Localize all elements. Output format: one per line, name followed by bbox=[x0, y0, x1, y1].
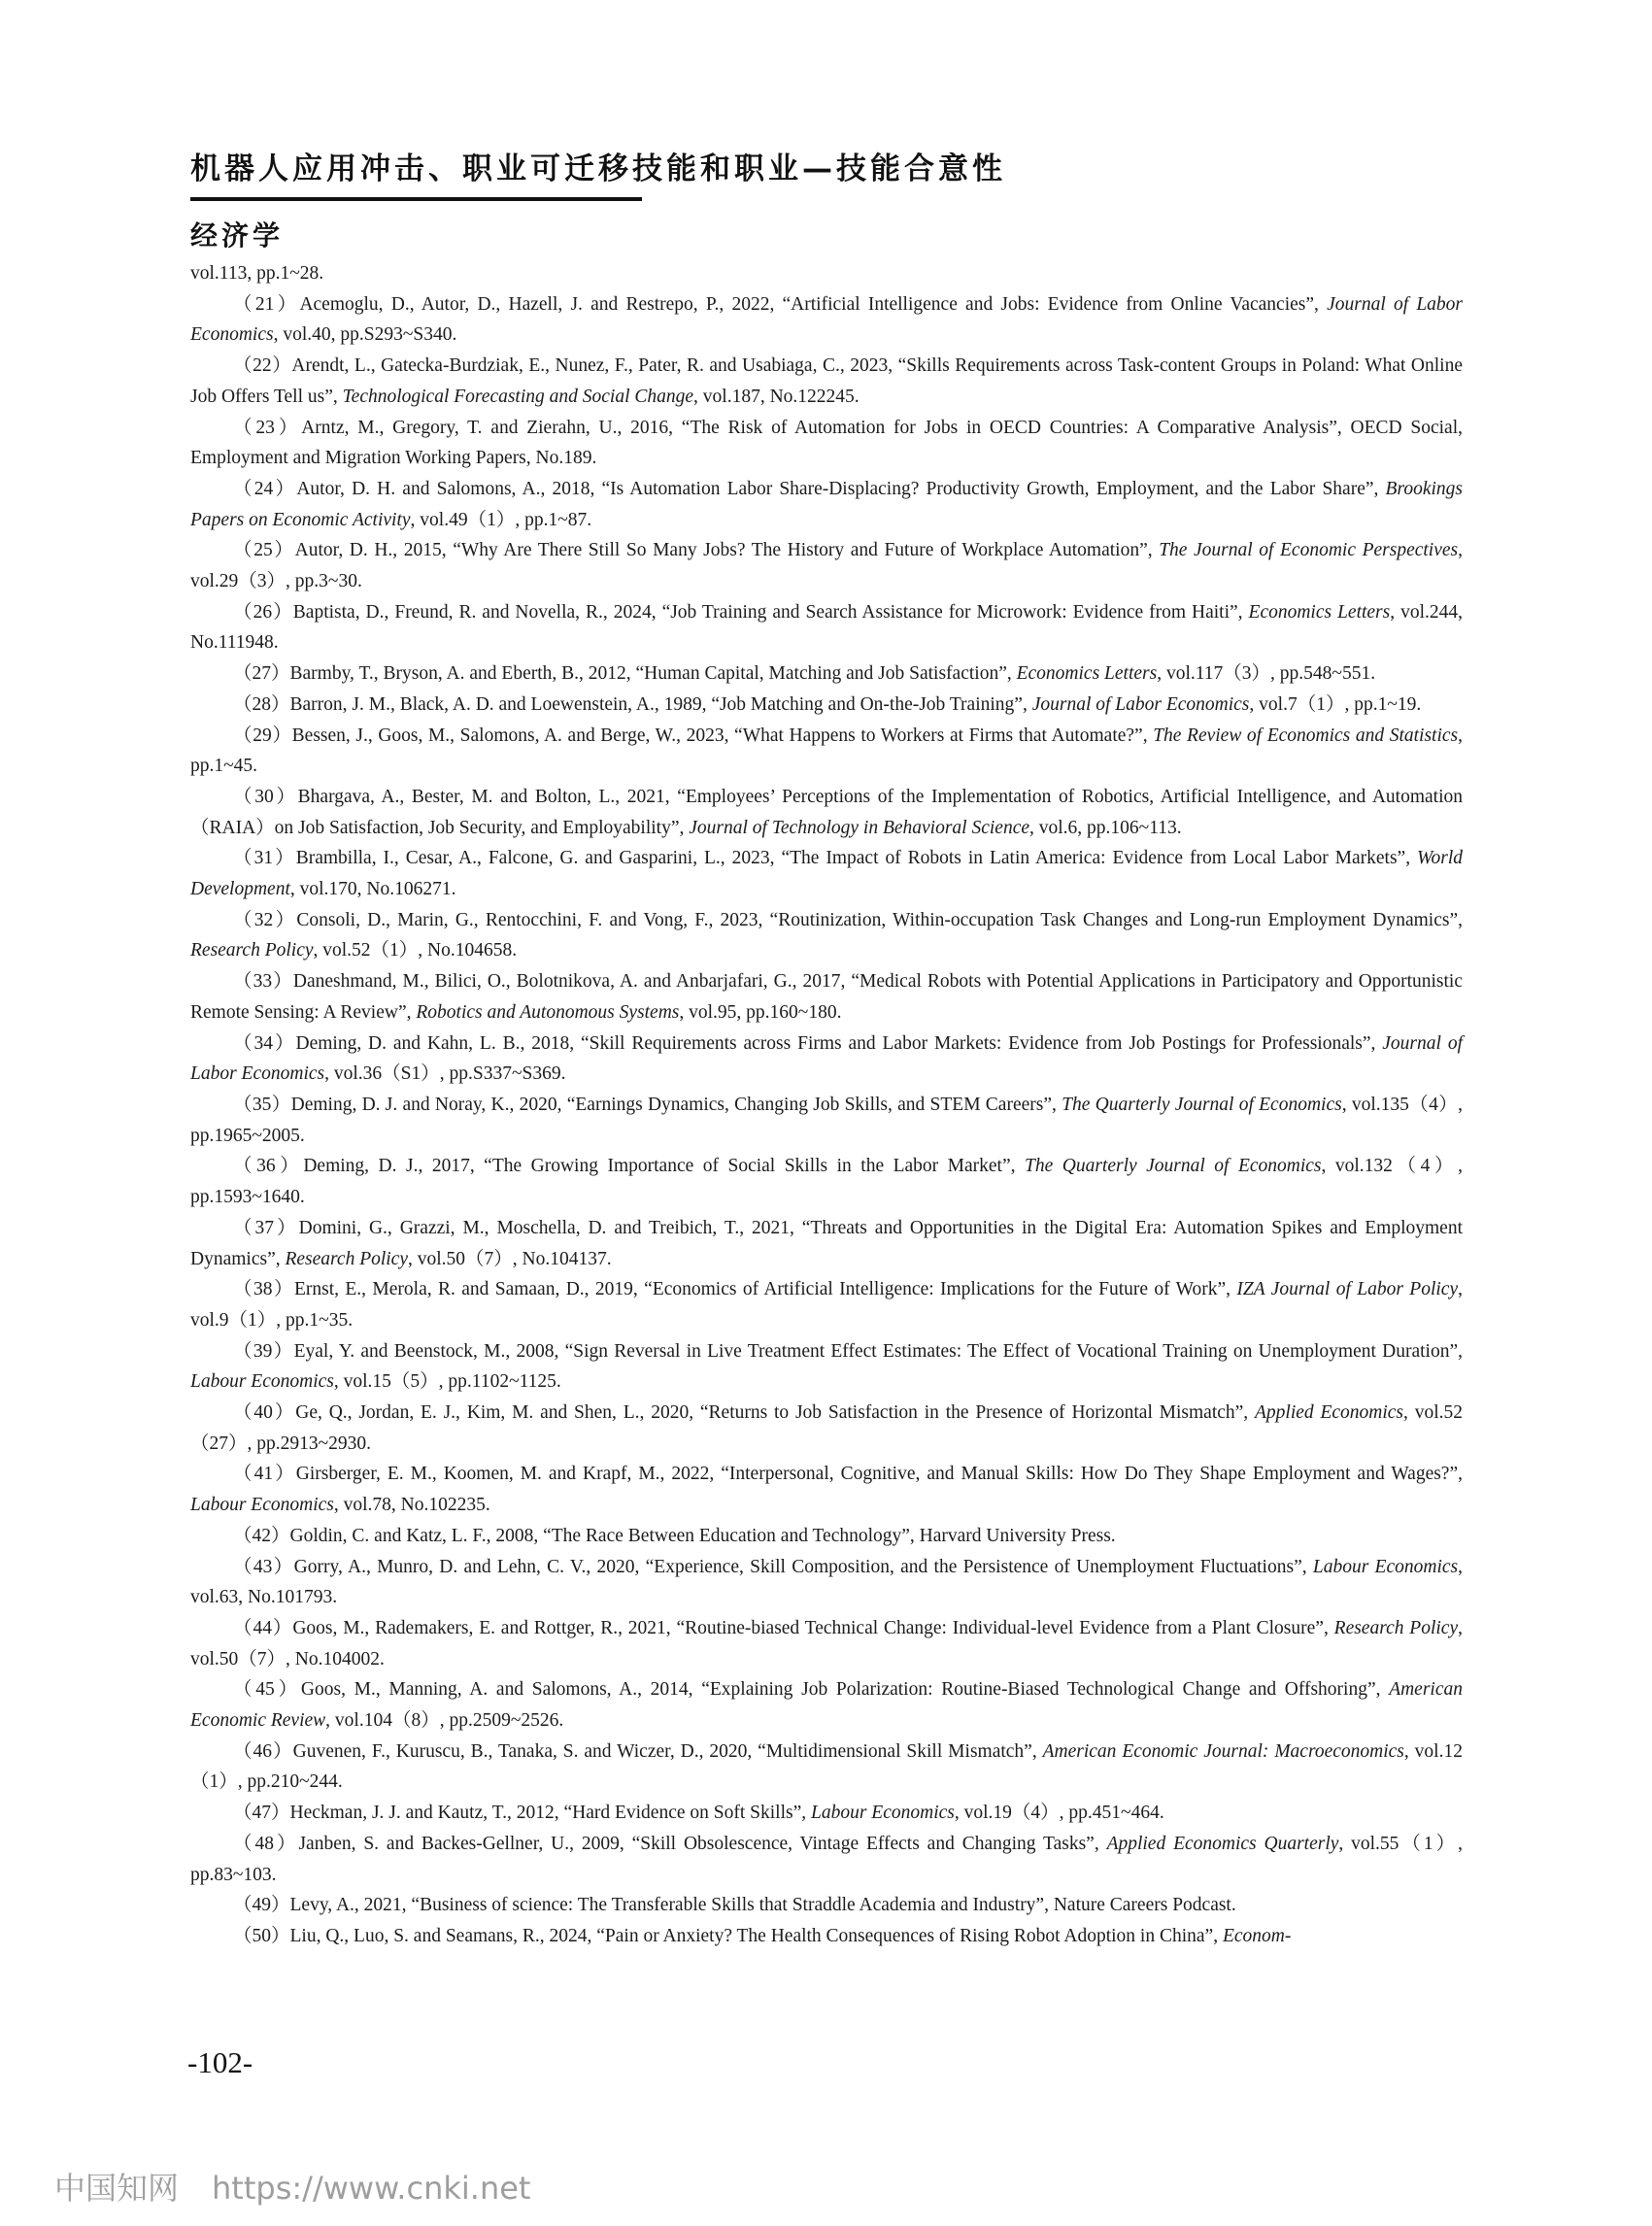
reference-text: （49）Levy, A., 2021, “Business of science: The Transferable Skills that Straddle Academia and Industry”, Nature Careers Podcast. bbox=[233, 1895, 1236, 1916]
watermark-brand: 中国知网 bbox=[54, 2170, 180, 2207]
reference-text: （38）Ernst, E., Merola, R. and Samaan, D., 2019, “Economics of Artificial Intelligence: Implications for the Future of Work”, bbox=[233, 1279, 1237, 1300]
reference-item bbox=[190, 966, 1463, 1028]
reference-item bbox=[190, 1890, 1463, 1921]
reference-details: , vol.29（3）, pp.3~30. bbox=[190, 540, 1463, 592]
reference-details: , vol.6, pp.106~113. bbox=[1029, 817, 1182, 838]
reference-journal: Labour Economics bbox=[190, 1495, 334, 1516]
reference-text: （33）Daneshmand, M., Bilici, O., Bolotnikova, A. and Anbarjafari, G., 2017, “Medical Robots with Potential Applications in Participatory and Opportunistic Remote Sensing: A Review”, bbox=[190, 971, 1463, 1023]
reference-item bbox=[190, 597, 1463, 658]
reference-journal: World Development bbox=[190, 848, 1463, 900]
reference-text: （41）Girsberger, E. M., Koomen, M. and Krapf, M., 2022, “Interpersonal, Cognitive, and Manual Skills: How Do They Shape Employment and Wages?”, bbox=[233, 1464, 1463, 1485]
reference-journal: The Quarterly Journal of Economics bbox=[1062, 1094, 1342, 1115]
reference-item bbox=[190, 1921, 1463, 1952]
reference-text: （44）Goos, M., Rademakers, E. and Rottger, R., 2021, “Routine-biased Technical Change: Individual-level Evidence from a Plant Closure”, bbox=[233, 1617, 1334, 1638]
reference-details: , vol.52（1）, No.104658. bbox=[313, 940, 518, 961]
reference-journal: IZA Journal of Labor Policy bbox=[1236, 1279, 1459, 1300]
reference-details: , vol.63, No.101793. bbox=[190, 1556, 1463, 1608]
reference-text: （34）Deming, D. and Kahn, L. B., 2018, “Skill Requirements across Firms and Labor Markets: Evidence from Job Postings for Professionals”, bbox=[233, 1032, 1383, 1054]
reference-details: , vol.170, No.106271. bbox=[289, 879, 456, 900]
reference-text: （24）Autor, D. H. and Salomons, A., 2018, “Is Automation Labor Share-Displacing? Productivity Growth, Employment, and the Labor Share”, bbox=[233, 478, 1386, 499]
reference-journal: Labour Economics bbox=[1312, 1556, 1459, 1577]
reference-text: （46）Guvenen, F., Kuruscu, B., Tanaka, S. and Wiczer, D., 2020, “Multidimensional Skill Mismatch”, bbox=[233, 1740, 1043, 1762]
reference-text: vol.113, pp.1~28. bbox=[190, 263, 324, 284]
page-number: -102- bbox=[187, 2045, 253, 2079]
reference-details: , vol.135（4）, pp.1965~2005. bbox=[190, 1094, 1464, 1146]
reference-text: （39）Eyal, Y. and Beenstock, M., 2008, “Sign Reversal in Live Treatment Effect Estimates: The Effect of Vocational Training on Unemployment Duration”, bbox=[233, 1340, 1463, 1362]
reference-item bbox=[190, 289, 1463, 351]
reference-details: , vol.104（8）, pp.2509~2526. bbox=[325, 1710, 564, 1732]
reference-text: （45）Goos, M., Manning, A. and Salomons, A., 2014, “Explaining Job Polarization: Routine-Biased Technological Change and Offshoring”, bbox=[233, 1679, 1390, 1701]
reference-item bbox=[190, 1674, 1463, 1736]
reference-item bbox=[190, 1336, 1463, 1398]
reference-journal: Technological Forecasting and Social Change bbox=[342, 386, 694, 407]
reference-item bbox=[190, 1029, 1463, 1090]
reference-item bbox=[190, 1552, 1463, 1613]
reference-item bbox=[190, 1213, 1463, 1274]
reference-text: （29）Bessen, J., Goos, M., Salomons, A. and Berge, W., 2023, “What Happens to Workers at Firms that Automate?”, bbox=[233, 725, 1154, 746]
reference-item bbox=[190, 690, 1463, 721]
reference-text: （28）Barron, J. M., Black, A. D. and Loewenstein, A., 1989, “Job Matching and On-the-Job Training”, bbox=[233, 693, 1032, 715]
reference-text: （25）Autor, D. H., 2015, “Why Are There Still So Many Jobs? The History and Future of Workplace Automation”, bbox=[233, 540, 1160, 561]
reference-item bbox=[190, 535, 1463, 596]
reference-text: （40）Ge, Q., Jordan, E. J., Kim, M. and Shen, L., 2020, “Returns to Job Satisfaction in the Presence of Horizontal Mismatch”, bbox=[233, 1402, 1255, 1424]
reference-item bbox=[190, 1798, 1463, 1829]
reference-item bbox=[190, 1090, 1463, 1151]
reference-journal: Brookings Papers on Economic Activity bbox=[190, 478, 1463, 530]
reference-item bbox=[190, 1459, 1463, 1520]
reference-text: （43）Gorry, A., Munro, D. and Lehn, C. V., 2020, “Experience, Skill Composition, and the Persistence of Unemployment Fluctuations”, bbox=[233, 1556, 1313, 1577]
reference-journal: The Journal of Economic Perspectives bbox=[1159, 540, 1459, 561]
reference-journal: Econom- bbox=[1222, 1925, 1292, 1946]
reference-details: , vol.187, No.122245. bbox=[693, 386, 860, 407]
reference-journal: Research Policy bbox=[190, 940, 314, 961]
reference-item bbox=[190, 721, 1463, 782]
reference-item bbox=[190, 1521, 1463, 1552]
reference-item bbox=[190, 1829, 1463, 1890]
reference-journal: Economics Letters bbox=[1248, 601, 1391, 623]
reference-text: （32）Consoli, D., Marin, G., Rentocchini, F. and Vong, F., 2023, “Routinization, Within-occupation Task Changes and Long-run Employment Dynamics”, bbox=[233, 909, 1463, 930]
reference-details: , vol.15（5）, pp.1102~1125. bbox=[333, 1371, 561, 1393]
reference-list bbox=[190, 258, 1463, 1952]
watermark-url: https://www.cnki.net bbox=[212, 2170, 531, 2207]
header-rule bbox=[190, 197, 642, 201]
reference-item bbox=[190, 1737, 1463, 1798]
reference-details: , vol.9（1）, pp.1~35. bbox=[190, 1279, 1463, 1331]
reference-text: （37）Domini, G., Grazzi, M., Moschella, D. and Treibich, T., 2021, “Threats and Opportunities in the Digital Era: Automation Spikes and Employment Dynamics”, bbox=[190, 1217, 1463, 1269]
reference-text: （48）Janben, S. and Backes-Gellner, U., 2009, “Skill Obsolescence, Vintage Effects and Changing Tasks”, bbox=[233, 1833, 1107, 1854]
cnki-watermark bbox=[54, 2164, 530, 2209]
section-label: 经济学 bbox=[190, 219, 285, 252]
reference-item bbox=[190, 1613, 1463, 1674]
reference-details: , vol.36（S1）, pp.S337~S369. bbox=[324, 1063, 566, 1085]
reference-item bbox=[190, 843, 1463, 904]
reference-item bbox=[190, 1151, 1463, 1212]
reference-details: , vol.19（4）, pp.451~464. bbox=[954, 1803, 1164, 1824]
reference-text: （50）Liu, Q., Luo, S. and Seamans, R., 2024, “Pain or Anxiety? The Health Consequences of Rising Robot Adoption in China”, bbox=[233, 1925, 1223, 1946]
reference-text: （21）Acemoglu, D., Autor, D., Hazell, J. and Restrepo, P., 2022, “Artificial Intelligence and Jobs: Evidence from Online Vacancies”, bbox=[233, 293, 1328, 315]
reference-journal: Labour Economics bbox=[811, 1803, 955, 1824]
reference-details: , vol.7（1）, pp.1~19. bbox=[1249, 693, 1422, 715]
reference-details: , vol.244, No.111948. bbox=[190, 601, 1463, 654]
reference-details: , vol.132（4）, pp.1593~1640. bbox=[190, 1156, 1464, 1208]
reference-journal: Robotics and Autonomous Systems bbox=[416, 1001, 680, 1023]
reference-text: （23）Arntz, M., Gregory, T. and Zierahn, U., 2016, “The Risk of Automation for Jobs in OECD Countries: A Comparative Analysis”, OECD Social, Employment and Migration Working Papers, No.189. bbox=[190, 417, 1463, 469]
reference-journal: American Economic Journal: Macroeconomics bbox=[1042, 1740, 1404, 1762]
reference-details: , pp.1~45. bbox=[190, 725, 1464, 777]
reference-journal: Journal of Labor Economics bbox=[1031, 693, 1250, 715]
reference-item bbox=[190, 413, 1463, 474]
reference-journal: Applied Economics bbox=[1255, 1402, 1404, 1424]
reference-text: （27）Barmby, T., Bryson, A. and Eberth, B., 2012, “Human Capital, Matching and Job Satisfaction”, bbox=[233, 663, 1017, 685]
reference-details: , vol.40, pp.S293~S340. bbox=[273, 324, 457, 346]
article-title: 机器人应用冲击、职业可迁移技能和职业—技能合意性 bbox=[190, 152, 1006, 186]
reference-journal: Journal of Labor Economics bbox=[190, 293, 1464, 346]
reference-journal: Economics Letters bbox=[1016, 663, 1158, 685]
reference-text: （35）Deming, D. J. and Noray, K., 2020, “Earnings Dynamics, Changing Job Skills, and STEM Careers”, bbox=[233, 1094, 1062, 1115]
reference-journal: Research Policy bbox=[1333, 1617, 1459, 1638]
reference-text: （36）Deming, D. J., 2017, “The Growing Importance of Social Skills in the Labor Market”, bbox=[233, 1156, 1025, 1177]
reference-item bbox=[190, 782, 1463, 843]
reference-details: , vol.78, No.102235. bbox=[333, 1495, 490, 1516]
reference-journal: The Review of Economics and Statistics bbox=[1153, 725, 1459, 746]
reference-item bbox=[190, 1398, 1463, 1459]
reference-text: （30）Bhargava, A., Bester, M. and Bolton, L., 2021, “Employees’ Perceptions of the Implementation of Robotics, Artificial Intelligence, and Automation（RAIA）on Job Satisfaction, Job Security, and Employability”, bbox=[190, 786, 1463, 838]
reference-item bbox=[190, 474, 1463, 535]
reference-journal: The Quarterly Journal of Economics bbox=[1025, 1156, 1322, 1177]
reference-journal: Applied Economics Quarterly bbox=[1106, 1833, 1339, 1854]
reference-journal: Labour Economics bbox=[190, 1371, 334, 1393]
reference-journal: Research Policy bbox=[285, 1248, 408, 1269]
reference-text: （47）Heckman, J. J. and Kautz, T., 2012, “Hard Evidence on Soft Skills”, bbox=[233, 1803, 811, 1824]
reference-item bbox=[190, 658, 1463, 690]
reference-details: , vol.117（3）, pp.548~551. bbox=[1157, 663, 1376, 685]
reference-item bbox=[190, 351, 1463, 412]
reference-text: （26）Baptista, D., Freund, R. and Novella, R., 2024, “Job Training and Search Assistance for Microwork: Evidence from Haiti”, bbox=[233, 601, 1249, 623]
reference-journal: American Economic Review bbox=[190, 1679, 1463, 1732]
reference-text: （22）Arendt, L., Gatecka-Burdziak, E., Nunez, F., Pater, R. and Usabiaga, C., 2023, “Skills Requirements across Task-content Groups in Poland: What Online Job Offers Tell us”, bbox=[190, 355, 1463, 407]
reference-details: , vol.55（1）, pp.83~103. bbox=[190, 1833, 1463, 1885]
reference-details: , vol.50（7）, No.104137. bbox=[408, 1248, 612, 1269]
reference-journal: Journal of Technology in Behavioral Science bbox=[689, 817, 1030, 838]
reference-details: , vol.52（27）, pp.2913~2930. bbox=[190, 1402, 1463, 1454]
reference-details: , vol.49（1）, pp.1~87. bbox=[410, 509, 592, 530]
reference-item bbox=[190, 258, 1463, 289]
reference-details: , vol.95, pp.160~180. bbox=[679, 1001, 842, 1023]
running-header bbox=[190, 144, 1006, 253]
reference-details: , vol.12（1）, pp.210~244. bbox=[190, 1740, 1463, 1793]
reference-journal: Journal of Labor Economics bbox=[190, 1032, 1463, 1085]
reference-text: （31）Brambilla, I., Cesar, A., Falcone, G. and Gasparini, L., 2023, “The Impact of Robots in Latin America: Evidence from Local Labor Markets”, bbox=[233, 848, 1418, 869]
reference-details: , vol.50（7）, No.104002. bbox=[190, 1617, 1463, 1670]
reference-item bbox=[190, 1274, 1463, 1335]
reference-item bbox=[190, 905, 1463, 966]
reference-text: （42）Goldin, C. and Katz, L. F., 2008, “The Race Between Education and Technology”, Harvard University Press. bbox=[233, 1525, 1116, 1546]
